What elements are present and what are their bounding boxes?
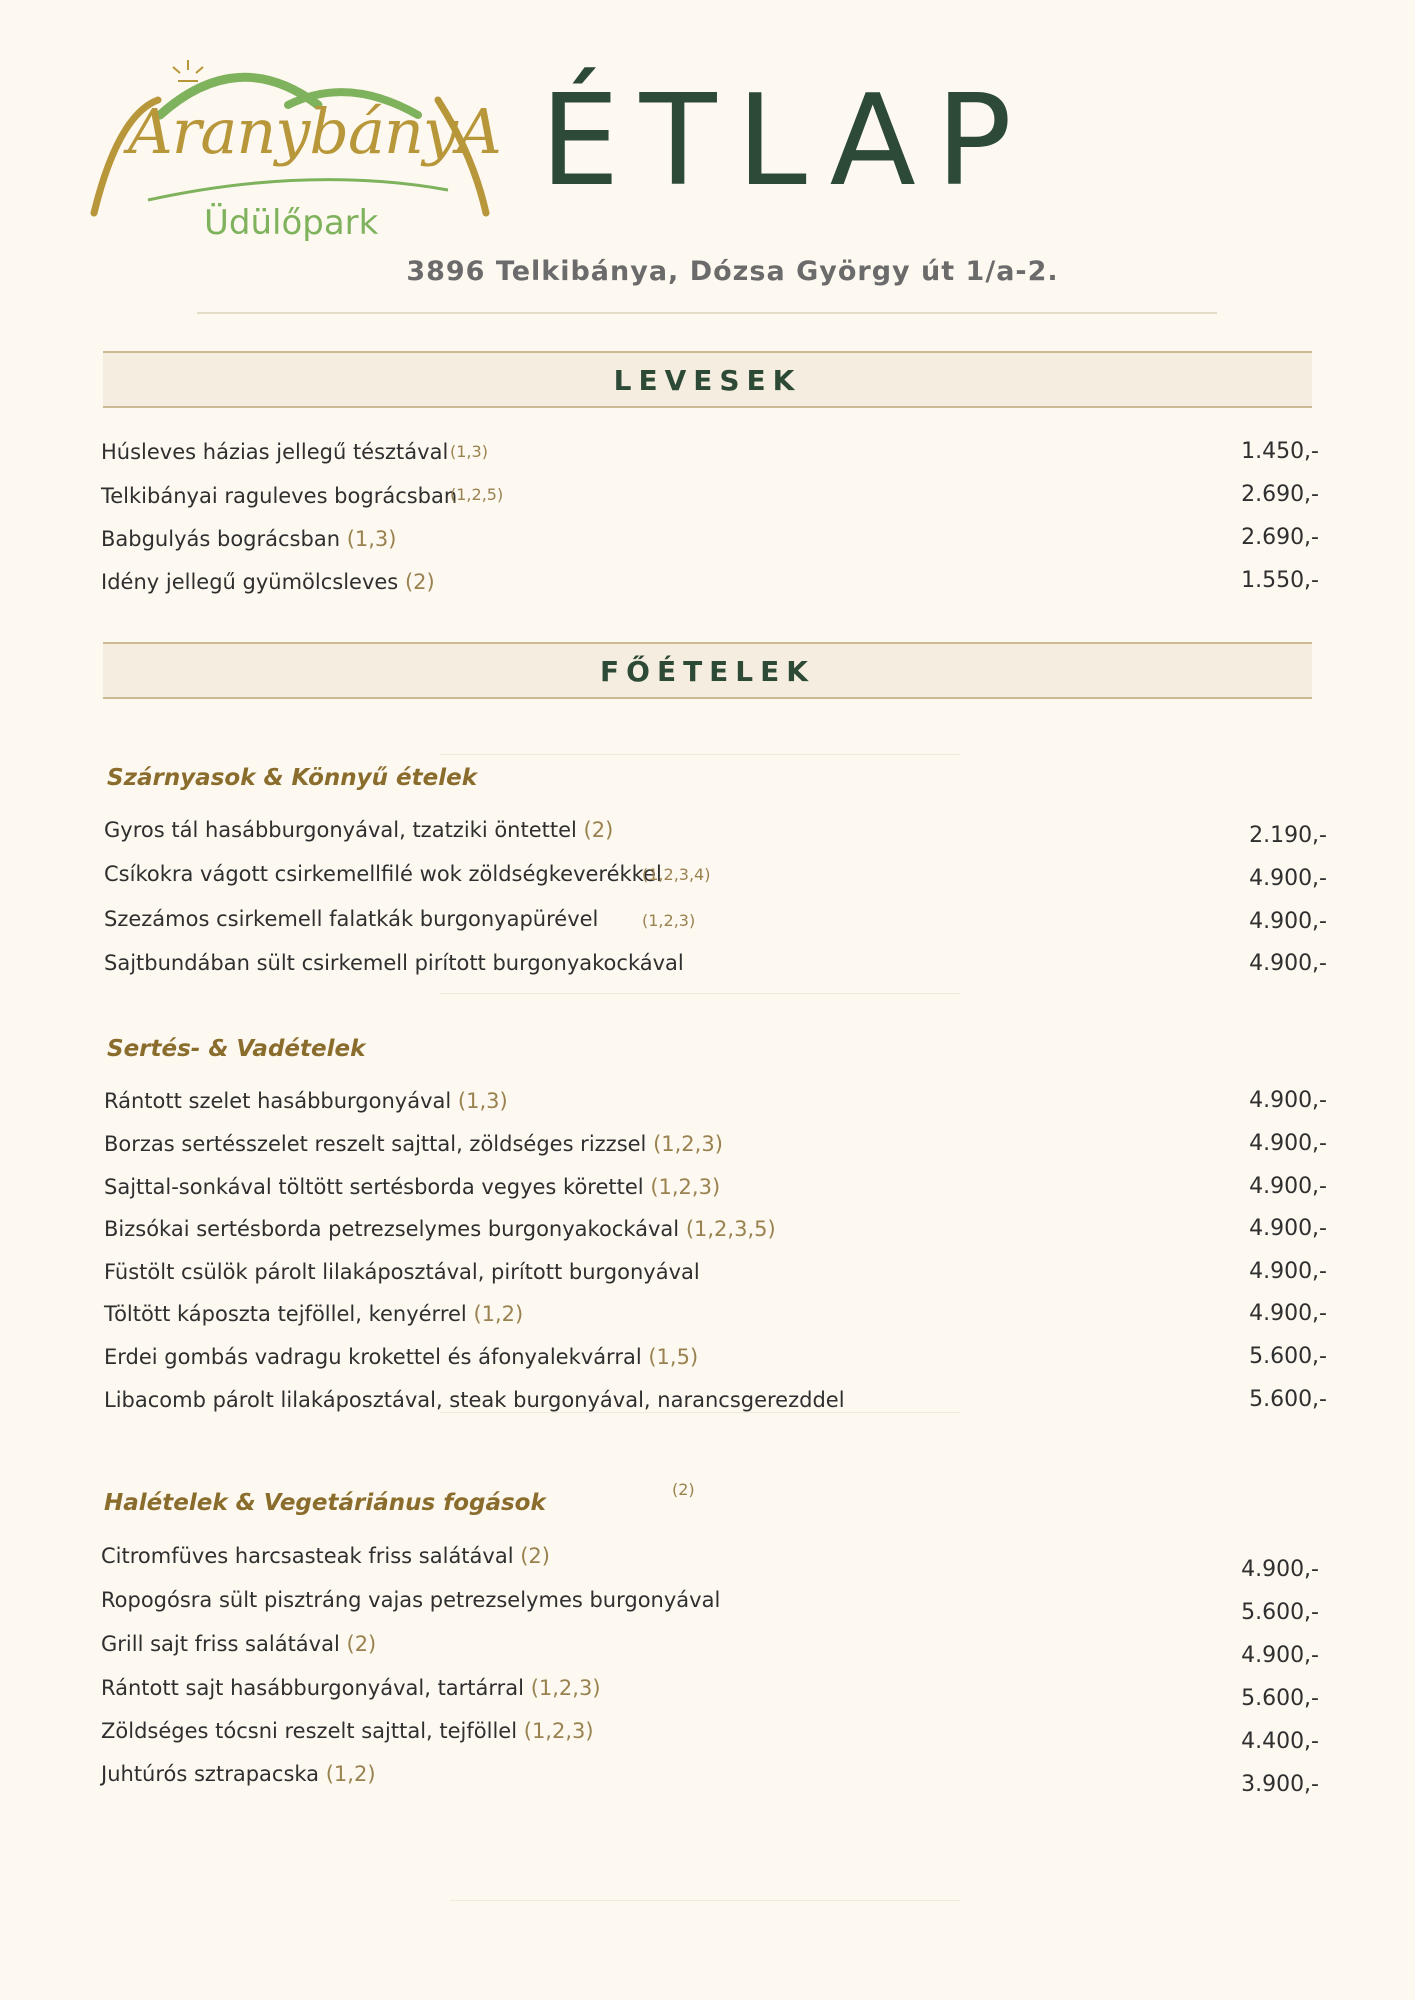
price: 4.400,- (1241, 1729, 1319, 1754)
section-title: LEVESEK (613, 364, 802, 397)
category-title: Szárnyasok & Könnyű ételek (107, 765, 478, 791)
price: 4.900,- (1249, 1301, 1327, 1326)
menu-item: Grill sajt friss salátával (2) (101, 1632, 377, 1656)
allergen-codes: (1,2,3) (642, 911, 696, 930)
divider (440, 754, 960, 755)
category-title: Sertés- & Vadételek (107, 1036, 366, 1062)
price: 5.600,- (1249, 1344, 1327, 1369)
price: 5.600,- (1241, 1686, 1319, 1711)
menu-item: Rántott sajt hasábburgonyával, tartárral (1,2,3) (101, 1676, 601, 1700)
allergen-codes: (1,3) (457, 1089, 508, 1113)
logo-subtitle: Üdülőpark (204, 203, 379, 243)
divider (197, 312, 1217, 314)
divider (440, 1412, 960, 1413)
allergen-codes: (1,2,3) (530, 1676, 601, 1700)
price: 4.900,- (1249, 1131, 1327, 1156)
allergen-codes: (1,2) (325, 1762, 376, 1786)
menu-item: Ropogósra sült pisztráng vajas petrezselymes burgonyával (101, 1588, 721, 1612)
menu-item: Töltött káposzta tejföllel, kenyérrel (1,2) (104, 1302, 524, 1326)
allergen-codes: (1,5) (648, 1345, 699, 1369)
section-header-mains (103, 642, 1312, 699)
menu-item: Gyros tál hasábburgonyával, tzatziki öntettel (2) (104, 818, 614, 842)
menu-item: Telkibányai raguleves bográcsban (101, 484, 458, 508)
allergen-codes: (1,3) (450, 442, 488, 461)
menu-item: Idény jellegű gyümölcsleves (2) (101, 570, 435, 594)
page-title: ÉTLAP (540, 67, 1032, 214)
price: 4.900,- (1249, 866, 1327, 891)
allergen-codes: (1,2,3,4) (642, 865, 711, 884)
price: 4.900,- (1249, 951, 1327, 976)
menu-item: Szezámos csirkemell falatkák burgonyapürével (104, 907, 599, 931)
section-header-soups (103, 351, 1312, 408)
menu-item: Citromfüves harcsasteak friss salátával (2) (101, 1544, 550, 1568)
menu-item: Zöldséges tócsni reszelt sajttal, tejföllel (1,2,3) (101, 1719, 594, 1743)
price: 1.550,- (1241, 568, 1319, 593)
divider (440, 993, 960, 994)
logo-wordmark: AranybányA (128, 95, 501, 168)
menu-item: Erdei gombás vadragu krokettel és áfonyalekvárral (1,5) (104, 1345, 699, 1369)
price: 2.190,- (1249, 823, 1327, 848)
allergen-codes: (1,2) (473, 1302, 524, 1326)
menu-item: Sajttal-sonkával töltött sertésborda vegyes körettel (1,2,3) (104, 1175, 721, 1199)
allergen-codes: (1,2,5) (450, 485, 504, 504)
menu-item: Babgulyás bográcsban (1,3) (101, 527, 397, 551)
logo (88, 55, 501, 255)
menu-item: Bizsókai sertésborda petrezselymes burgonyakockával (1,2,3,5) (104, 1217, 776, 1241)
price: 3.900,- (1241, 1772, 1319, 1797)
price: 4.900,- (1241, 1557, 1319, 1582)
price: 1.450,- (1241, 439, 1319, 464)
allergen-codes: (1,2,3) (650, 1175, 721, 1199)
divider (450, 1900, 960, 1901)
price: 4.900,- (1249, 1088, 1327, 1113)
category-title: Halételek & Vegetáriánus fogások (104, 1490, 546, 1516)
allergen-codes: (2) (520, 1544, 550, 1568)
menu-item: Sajtbundában sült csirkemell pirított burgonyakockával (104, 951, 684, 975)
allergen-codes: (1,3) (346, 527, 397, 551)
menu-item: Rántott szelet hasábburgonyával (1,3) (104, 1089, 508, 1113)
allergen-codes: (1,2,3) (523, 1719, 594, 1743)
price: 5.600,- (1241, 1600, 1319, 1625)
allergen-codes: (2) (346, 1632, 377, 1656)
menu-item: Füstölt csülök párolt lilakáposztával, pirított burgonyával (104, 1260, 700, 1284)
section-title: FŐÉTELEK (600, 655, 815, 688)
price: 4.900,- (1241, 1643, 1319, 1668)
menu-item: Csíkokra vágott csirkemellfilé wok zöldségkeverékkel (104, 862, 662, 886)
allergen-codes: (2) (404, 570, 435, 594)
address: 3896 Telkibánya, Dózsa György út 1/a-2. (406, 256, 1059, 287)
allergen-codes: (1,2,3) (653, 1132, 723, 1156)
menu-item: Libacomb párolt lilakáposztával, steak burgonyával, narancsgerezddel (104, 1388, 845, 1412)
price: 4.900,- (1249, 909, 1327, 934)
menu-item: Borzas sertésszelet reszelt sajttal, zöldséges rizzsel (1,2,3) (104, 1132, 723, 1156)
price: 4.900,- (1249, 1216, 1327, 1241)
allergen-codes: (2) (583, 818, 614, 842)
price: 5.600,- (1249, 1387, 1327, 1412)
price: 2.690,- (1241, 482, 1319, 507)
allergen-codes: (2) (672, 1480, 695, 1499)
allergen-codes: (1,2,3,5) (685, 1217, 776, 1241)
price: 4.900,- (1249, 1259, 1327, 1284)
price: 4.900,- (1249, 1174, 1327, 1199)
menu-item: Juhtúrós sztrapacska (1,2) (101, 1762, 376, 1786)
menu-item: Húsleves házias jellegű tésztával (101, 440, 449, 464)
price: 2.690,- (1241, 525, 1319, 550)
